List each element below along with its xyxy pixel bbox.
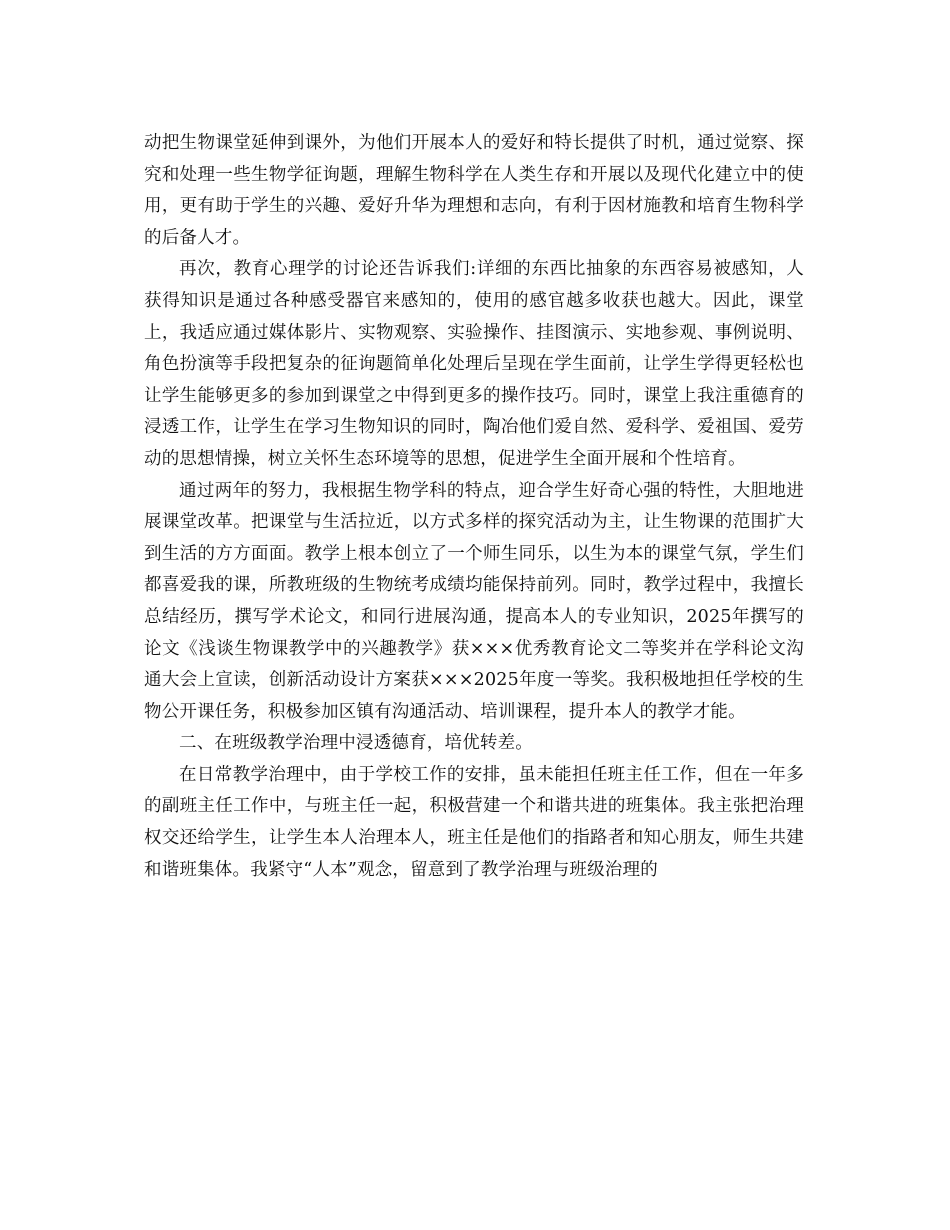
paragraph-class-management: 在日常教学治理中，由于学校工作的安排，虽未能担任班主任工作，但在一年多的副班主任工作中，与班主任一起，积极营建一个和谐共进的班集体。我主张把治理权交还给学生，让学生本人治理本人，班主任是他们的指路者和知心朋友，师生共建和谐班集体。我紧守“人本”观念，留意到了教学治理与班级治理的 (144, 764, 804, 880)
document-body (144, 128, 804, 886)
paragraph-reform: 通过两年的努力，我根据生物学科的特点，迎合学生好奇心强的特性，大胆地进展课堂改革。把课堂与生活拉近，以方式多样的探究活动为主，让生物课的范围扩大到生活的方方面面。教学上根本创立了一个师生同乐，以生为本的课堂气氛，学生们都喜爱我的课，所教班级的生物统考成绩均能保持前列。同时，教学过程中，我擅长总结经历，撰写学术论文，和同行进展沟通，提高本人的专业知识，2025年撰写的论文《浅谈生物课教学中的兴趣教学》获×××优秀教育论文二等奖并在学科论文沟通大会上宣读，创新活动设计方案获×××2025年度一等奖。我积极地担任学校的生物公开课任务，积极参加区镇有沟通活动、培训课程，提升本人的教学才能。 (144, 480, 804, 722)
section-heading-class-management: 二、在班级教学治理中浸透德育，培优转差。 (179, 733, 533, 754)
paragraph-psychology: 再次，教育心理学的讨论还告诉我们:详细的东西比抽象的东西容易被感知，人获得知识是通过各种感受器官来感知的，使用的感官越多收获也越大。因此，课堂上，我适应通过媒体影片、实物观察、实验操作、挂图演示、实地参观、事例说明、角色扮演等手段把复杂的征询题简单化处理后呈现在学生面前，让学生学得更轻松也让学生能够更多的参加到课堂之中得到更多的操作技巧。同时，课堂上我注重德育的浸透工作，让学生在学习生物知识的同时，陶冶他们爱自然、爱科学、爱祖国、爱劳动的思想情操，树立关怀生态环境等的思想，促进学生全面开展和个性培育。 (144, 259, 804, 469)
paragraph-continuation: 动把生物课堂延伸到课外，为他们开展本人的爱好和特长提供了时机，通过觉察、探究和处理一些生物学征询题，理解生物科学在人类生存和开展以及现代化建立中的使用，更有助于学生的兴趣、爱好升华为理想和志向，有利于因材施教和培育生物科学的后备人才。 (144, 133, 804, 248)
